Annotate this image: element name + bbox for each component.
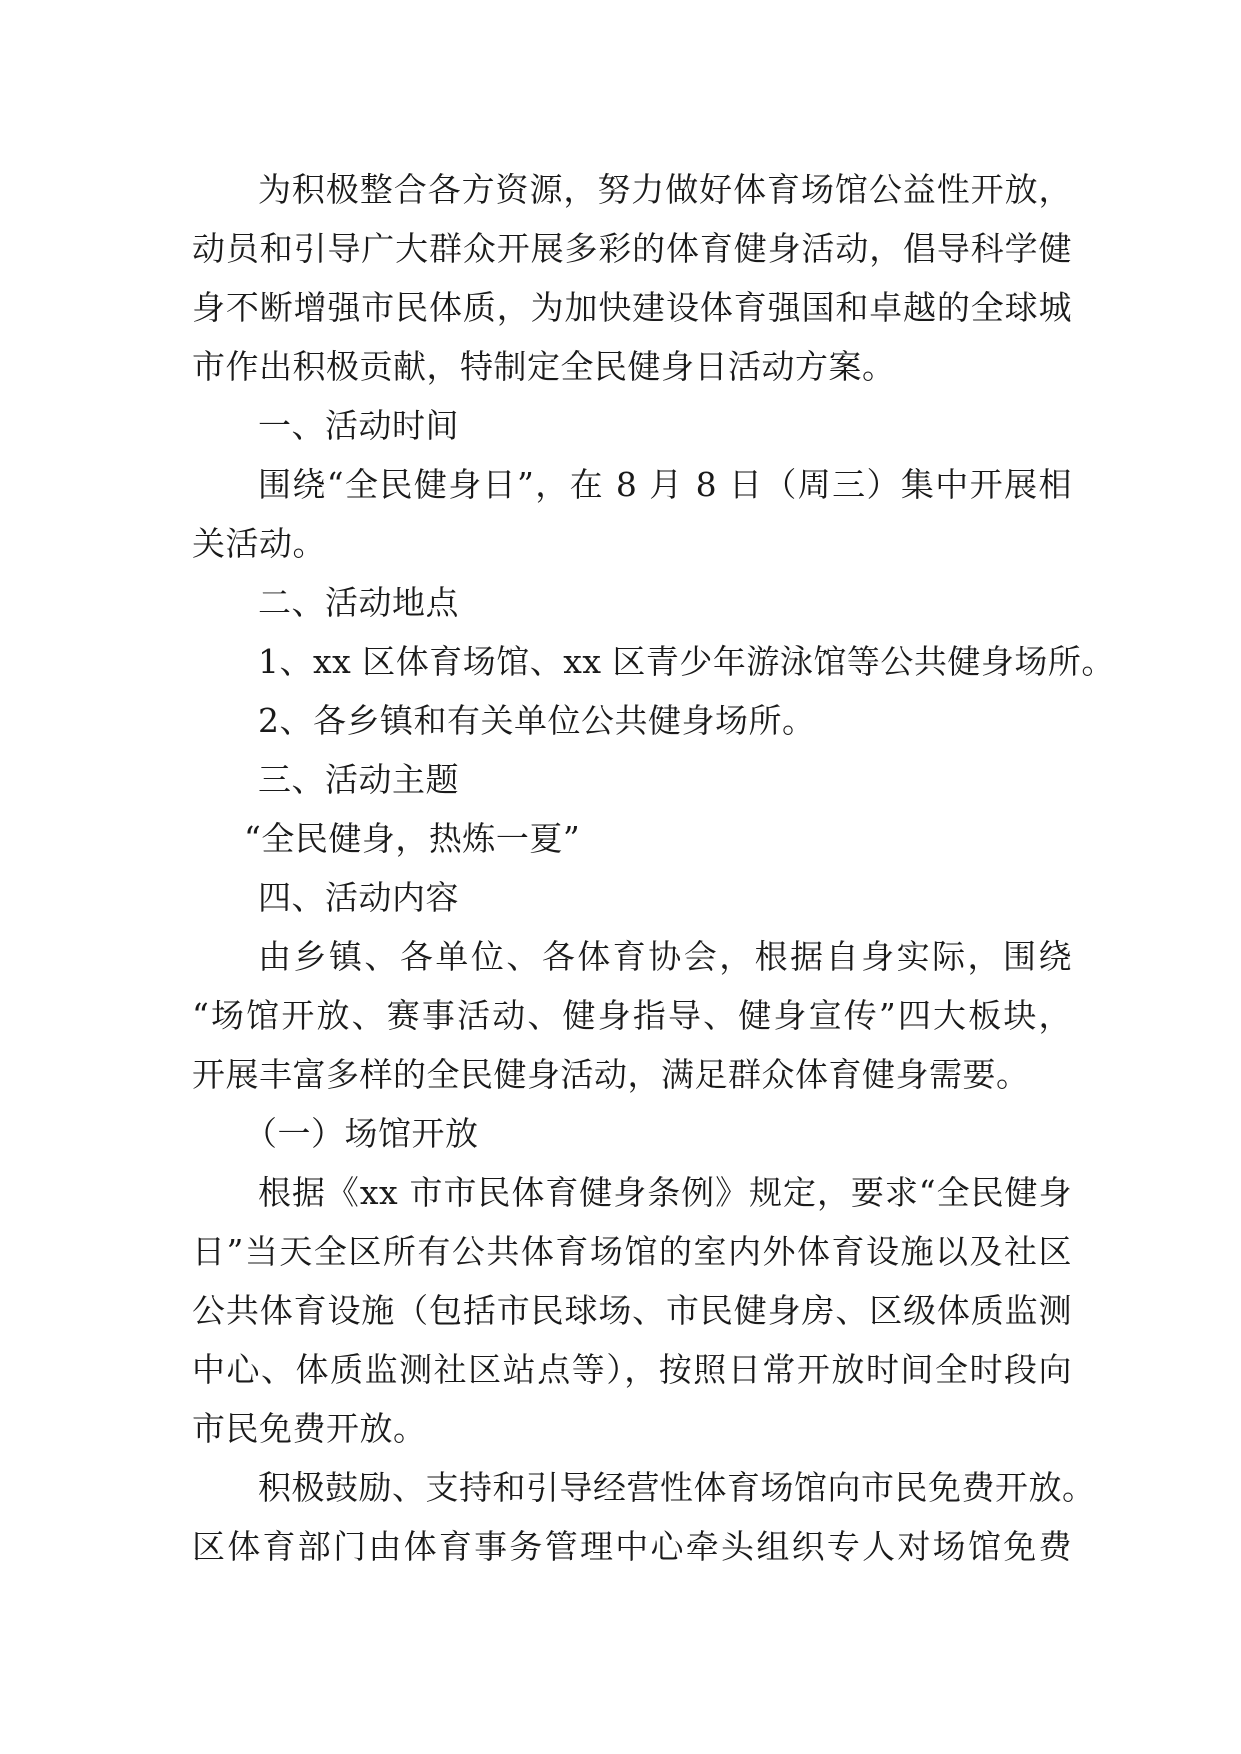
list-item-location-2: 2、各乡镇和有关单位公共健身场所。 — [258, 701, 816, 740]
paragraph-intro-line-3: 身不断增强市民体质，为加快建设体育强国和卓越的全球城 — [192, 288, 1072, 327]
paragraph-time-line-2: 关活动。 — [192, 524, 326, 563]
paragraph-content-line-2: “场馆开放、赛事活动、健身指导、健身宣传”四大板块， — [192, 996, 1072, 1035]
section-heading-activity-time: 一、活动时间 — [258, 406, 459, 445]
document-body — [192, 160, 1115, 1576]
paragraph-venue-line-2: 日”当天全区所有公共体育场馆的室内外体育设施以及社区 — [192, 1232, 1072, 1271]
subsection-heading-venue-opening: （一）场馆开放 — [244, 1114, 479, 1153]
section-heading-activity-theme: 三、活动主题 — [258, 760, 459, 799]
section-heading-activity-location: 二、活动地点 — [258, 583, 459, 622]
paragraph-content-line-3: 开展丰富多样的全民健身活动，满足群众体育健身需要。 — [192, 1055, 1030, 1094]
paragraph-intro-line-1: 为积极整合各方资源，努力做好体育场馆公益性开放， — [258, 170, 1072, 209]
paragraph-commercial-line-1: 积极鼓励、支持和引导经营性体育场馆向市民免费开放。 — [258, 1468, 1096, 1507]
paragraph-intro-line-4: 市作出积极贡献，特制定全民健身日活动方案。 — [192, 347, 896, 386]
paragraph-commercial-line-2: 区体育部门由体育事务管理中心牵头组织专人对场馆免费 — [192, 1527, 1072, 1566]
paragraph-venue-line-3: 公共体育设施（包括市民球场、市民健身房、区级体质监测 — [192, 1291, 1072, 1330]
paragraph-time-line-1: 围绕“全民健身日”，在 8 月 8 日（周三）集中开展相 — [258, 465, 1072, 504]
paragraph-venue-line-1: 根据《xx 市市民体育健身条例》规定，要求“全民健身 — [258, 1173, 1072, 1212]
list-item-location-1: 1、xx 区体育场馆、xx 区青少年游泳馆等公共健身场所。 — [258, 642, 1115, 681]
theme-slogan: “全民健身，热炼一夏” — [244, 819, 581, 858]
paragraph-venue-line-4: 中心、体质监测社区站点等），按照日常开放时间全时段向 — [192, 1350, 1072, 1389]
paragraph-content-line-1: 由乡镇、各单位、各体育协会，根据自身实际，围绕 — [258, 937, 1072, 976]
paragraph-intro-line-2: 动员和引导广大群众开展多彩的体育健身活动，倡导科学健 — [192, 229, 1072, 268]
section-heading-activity-content: 四、活动内容 — [258, 878, 459, 917]
paragraph-venue-line-5: 市民免费开放。 — [192, 1409, 427, 1448]
